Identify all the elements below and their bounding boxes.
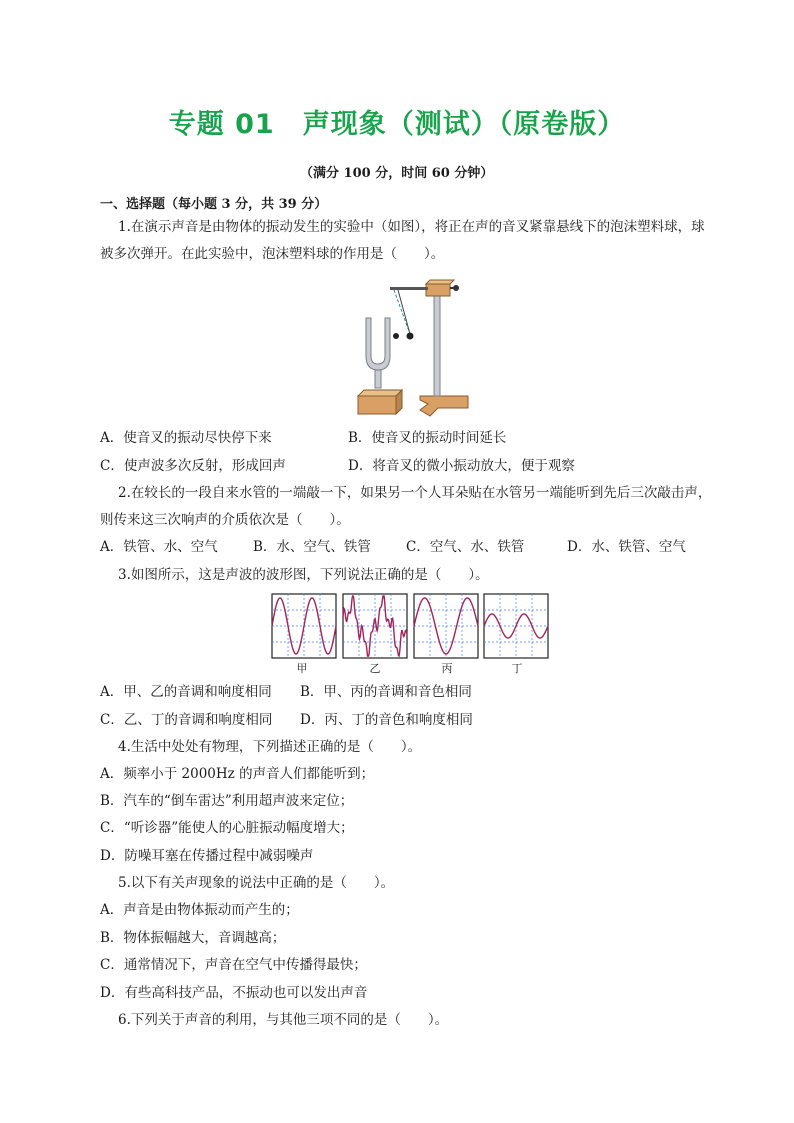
q4-option-b: B．汽车的“倒车雷达”利用超声波来定位； [100, 793, 354, 809]
q5-option-d: D．有些高科技产品，不振动也可以发出声音 [100, 985, 368, 1001]
section-heading: 一、选择题（每小题 3 分，共 39 分） [100, 197, 328, 212]
waveform-panel [343, 594, 407, 658]
q5-line1: 5.以下有关声现象的说法中正确的是（ ）。 [118, 875, 395, 891]
q1-line1: 1.在演示声音是由物体的振动发生的实验中（如图），将正在声的音叉紧靠悬线下的泡沫塑料球，球 [118, 219, 705, 235]
wave-label-bing: 丙 [441, 662, 453, 675]
waveform-panel [272, 594, 336, 658]
q3-option-b: B．甲、丙的音调和音色相同 [300, 684, 472, 700]
q1-option-c: C．使声波多次反射，形成回声 [100, 458, 286, 474]
q2-option-b: B．水、空气、铁管 [253, 539, 371, 555]
q2-option-d: D．水、铁管、空气 [567, 539, 686, 555]
q3-option-c: C．乙、丁的音调和响度相同 [100, 712, 273, 728]
q1-line2: 被多次弹开。在此实验中，泡沫塑料球的作用是（ ）。 [100, 246, 445, 262]
waveform-figure [270, 592, 552, 660]
q4-option-a: A．频率小于 2000Hz 的声音人们都能听到； [100, 766, 375, 782]
wave-label-jia: 甲 [296, 662, 308, 675]
q3-option-a: A．甲、乙的音调和响度相同 [100, 684, 272, 700]
q2-line2: 则传来这三次响声的介质依次是（ ）。 [100, 512, 350, 528]
page-title: 专题 01 声现象（测试）（原卷版） [168, 109, 626, 140]
waveform-panel [484, 594, 548, 658]
q1-option-a: A．使音叉的振动尽快停下来 [100, 430, 272, 446]
wave-label-ding: 丁 [511, 662, 523, 675]
page-subtitle: （满分 100 分，时间 60 分钟） [300, 166, 494, 181]
q3-line1: 3.如图所示，这是声波的波形图，下列说法正确的是（ ）。 [118, 567, 489, 583]
q3-option-d: D．丙、丁的音色和响度相同 [300, 712, 473, 728]
q1-option-b: B．使音叉的振动时间延长 [348, 430, 507, 446]
q5-option-c: C．通常情况下，声音在空气中传播得最快； [100, 957, 367, 973]
q2-option-c: C．空气、水、铁管 [406, 539, 525, 555]
q1-option-d: D．将音叉的微小振动放大，便于观察 [348, 458, 575, 474]
q4-option-c: C．“听诊器”能使人的心脏振动幅度增大； [100, 820, 354, 836]
q2-line1: 2.在较长的一段自来水管的一端敲一下，如果另一个人耳朵贴在水管另一端能听到先后三次敲击声， [118, 485, 712, 501]
q2-option-a: A．铁管、水、空气 [100, 539, 218, 555]
q4-line1: 4.生活中处处有物理，下列描述正确的是（ ）。 [118, 739, 422, 755]
q5-option-b: B．物体振幅越大，音调越高； [100, 930, 286, 946]
q4-option-d: D．防噪耳塞在传播过程中减弱噪声 [100, 848, 314, 864]
wave-label-yi: 乙 [369, 662, 381, 675]
waveform-panel [414, 594, 478, 658]
tuning-fork-figure [350, 278, 470, 418]
q5-option-a: A．声音是由物体振动而产生的； [100, 902, 299, 918]
q6-line1: 6.下列关于声音的利用，与其他三项不同的是（ ）。 [118, 1012, 449, 1028]
